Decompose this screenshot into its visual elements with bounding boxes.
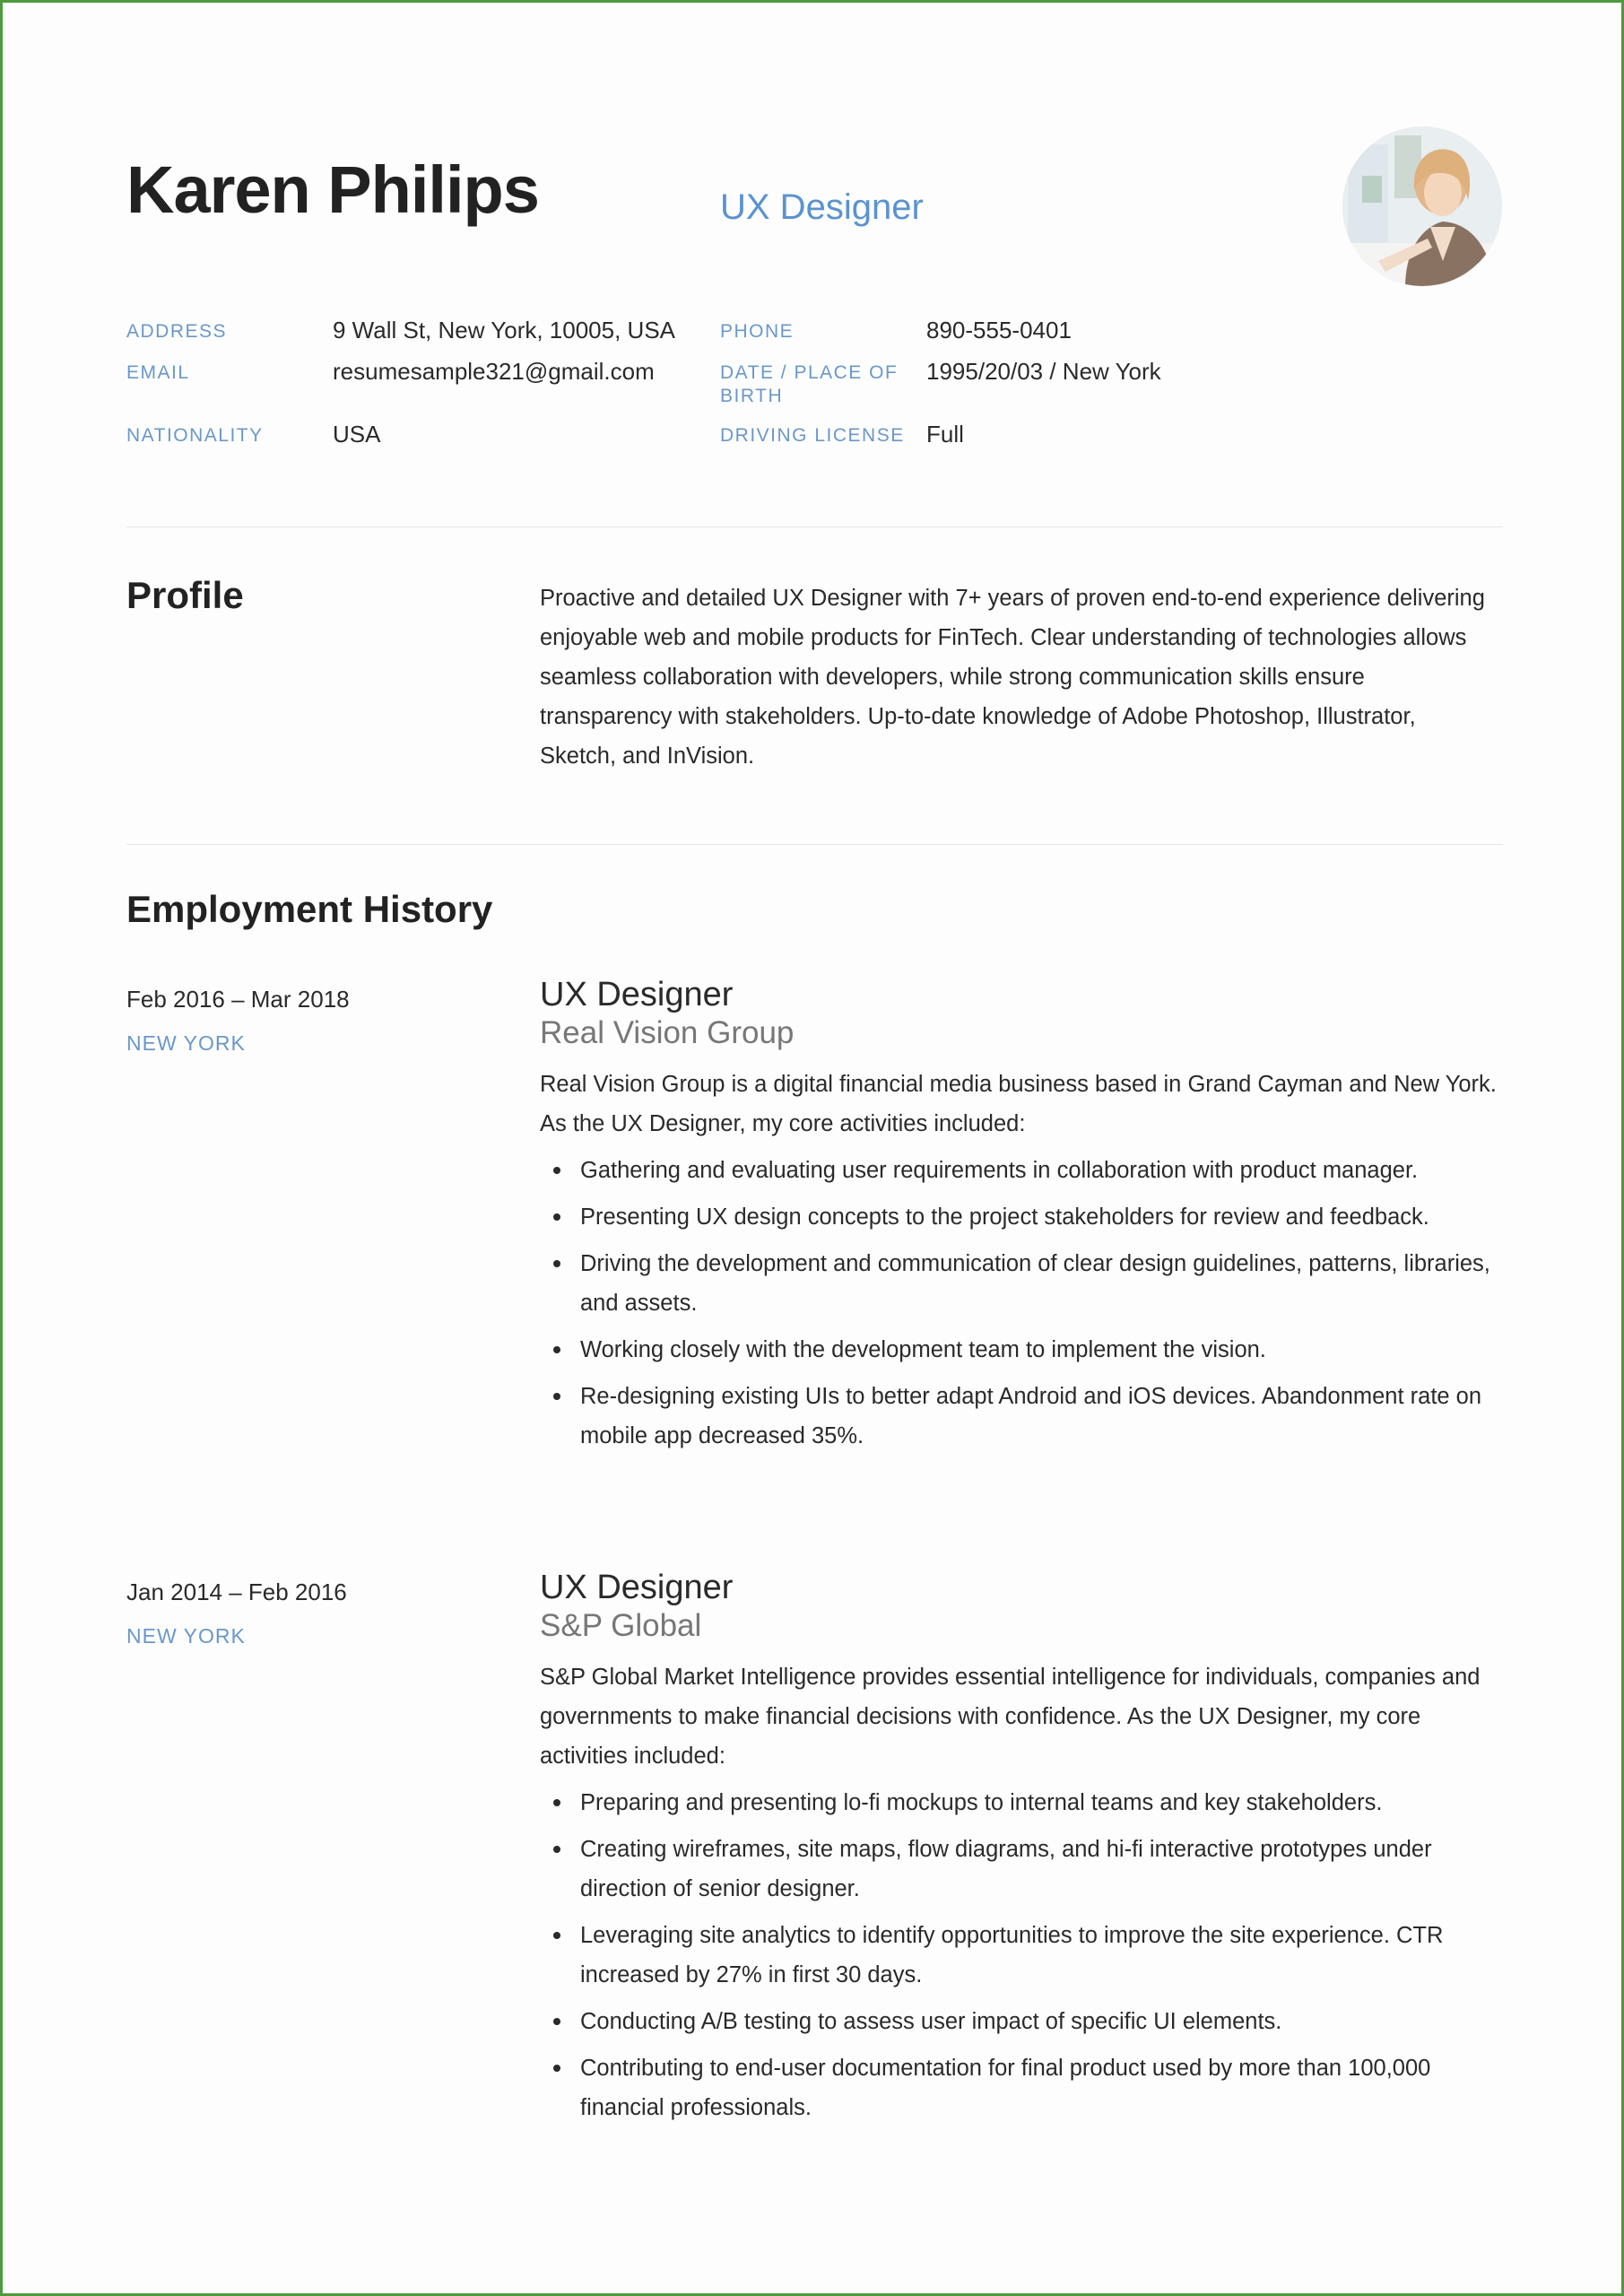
list-item: [540, 1244, 1508, 1323]
list-item-line: increased by 27% in first 30 days.: [580, 1962, 923, 1987]
list-item: [540, 2048, 1508, 2127]
job-description-line: activities included:: [540, 1744, 725, 1769]
job-company: S&P Global: [540, 1608, 702, 1643]
list-item-line: and assets.: [580, 1291, 698, 1316]
profile-line: Proactive and detailed UX Designer with 7+ years of proven end-to-end experience delivering: [540, 586, 1485, 611]
divider: [126, 526, 1503, 527]
profile-heading: Profile: [126, 574, 244, 616]
divider: [126, 844, 1503, 845]
list-item-line: financial professionals.: [580, 2095, 812, 2120]
job-dates: Jan 2014 – Feb 2016: [126, 1578, 347, 1605]
job-description-line: governments to make financial decisions with confidence. As the UX Designer, my core: [540, 1704, 1421, 1729]
list-item: [540, 1151, 1508, 1190]
list-item-line: mobile app decreased 35%.: [580, 1423, 864, 1448]
list-item: [540, 1377, 1508, 1456]
job-dates: Feb 2016 – Mar 2018: [126, 986, 350, 1013]
list-item: [540, 1197, 1508, 1237]
avatar: [1342, 126, 1502, 286]
job-entry: [540, 975, 1508, 1463]
employment-heading: Employment History: [126, 888, 493, 930]
list-item-line: Leveraging site analytics to identify opportunities to improve the site experience. CTR: [580, 1923, 1444, 1948]
candidate-title: UX Designer: [720, 187, 924, 227]
list-item: [540, 1830, 1508, 1909]
avatar-photo-icon: [1342, 126, 1502, 286]
list-item-line: Gathering and evaluating user requirements in collaboration with product manager.: [580, 1158, 1419, 1183]
list-item-line: Working closely with the development team to implement the vision.: [580, 1337, 1266, 1362]
profile-line: seamless collaboration with developers, while strong communication skills ensure: [540, 665, 1365, 690]
list-item: [540, 1783, 1508, 1822]
list-item: [540, 1330, 1508, 1370]
job-city: NEW YORK: [126, 1624, 246, 1648]
profile-line: transparency with stakeholders. Up-to-date knowledge of Adobe Photoshop, Illustrator,: [540, 704, 1416, 729]
job-entry: [540, 1568, 1508, 2135]
address-value: 9 Wall St, New York, 10005, USA: [333, 317, 676, 344]
job-role: UX Designer: [540, 976, 734, 1013]
list-item-line: Re-designing existing UIs to better adapt Android and iOS devices. Abandonment rate on: [580, 1384, 1482, 1409]
job-description-line: S&P Global Market Intelligence provides essential intelligence for individuals, companies and: [540, 1665, 1481, 1690]
list-item-line: direction of senior designer.: [580, 1876, 860, 1901]
list-item-line: Driving the development and communication of clear design guidelines, patterns, libraries,: [580, 1251, 1490, 1276]
job-description-line: As the UX Designer, my core activities included:: [540, 1111, 1026, 1136]
license-value: Full: [926, 421, 964, 448]
job-bullets: [540, 1783, 1508, 2127]
job-city: NEW YORK: [126, 1031, 246, 1055]
nationality-label: NATIONALITY: [126, 425, 264, 446]
job-company: Real Vision Group: [540, 1015, 795, 1050]
phone-label: PHONE: [720, 321, 795, 342]
job-description: [540, 1065, 1508, 1144]
email-value: resumesample321@gmail.com: [333, 358, 655, 385]
list-item-line: Conducting A/B testing to assess user impact of specific UI elements.: [580, 2009, 1282, 2034]
profile-line: enjoyable web and mobile products for FinTech. Clear understanding of technologies allows: [540, 625, 1467, 650]
dob-value: 1995/20/03 / New York: [926, 358, 1161, 385]
dob-label-line: DATE / PLACE OF: [720, 362, 899, 383]
job-role: UX Designer: [540, 1569, 734, 1606]
address-label: ADDRESS: [126, 321, 228, 342]
job-bullets: [540, 1151, 1508, 1456]
list-item-line: Presenting UX design concepts to the project stakeholders for review and feedback.: [580, 1205, 1429, 1230]
list-item: [540, 2002, 1508, 2041]
license-label: DRIVING LICENSE: [720, 425, 905, 446]
phone-value: 890-555-0401: [926, 317, 1072, 344]
list-item-line: Preparing and presenting lo-fi mockups to internal teams and key stakeholders.: [580, 1790, 1383, 1815]
profile-text: [540, 578, 1508, 776]
list-item-line: Creating wireframes, site maps, flow diagrams, and hi-fi interactive prototypes under: [580, 1837, 1432, 1862]
profile-line: Sketch, and InVision.: [540, 744, 755, 769]
job-description-line: Real Vision Group is a digital financial media business based in Grand Cayman and New York.: [540, 1072, 1497, 1097]
candidate-name: Karen Philips: [126, 152, 539, 227]
dob-label-line: BIRTH: [720, 386, 784, 406]
email-label: EMAIL: [126, 362, 190, 383]
list-item: [540, 1916, 1508, 1995]
nationality-value: USA: [333, 421, 381, 448]
dob-label: [720, 361, 898, 408]
job-description: [540, 1657, 1508, 1776]
list-item-line: Contributing to end-user documentation for final product used by more than 100,000: [580, 2056, 1431, 2081]
